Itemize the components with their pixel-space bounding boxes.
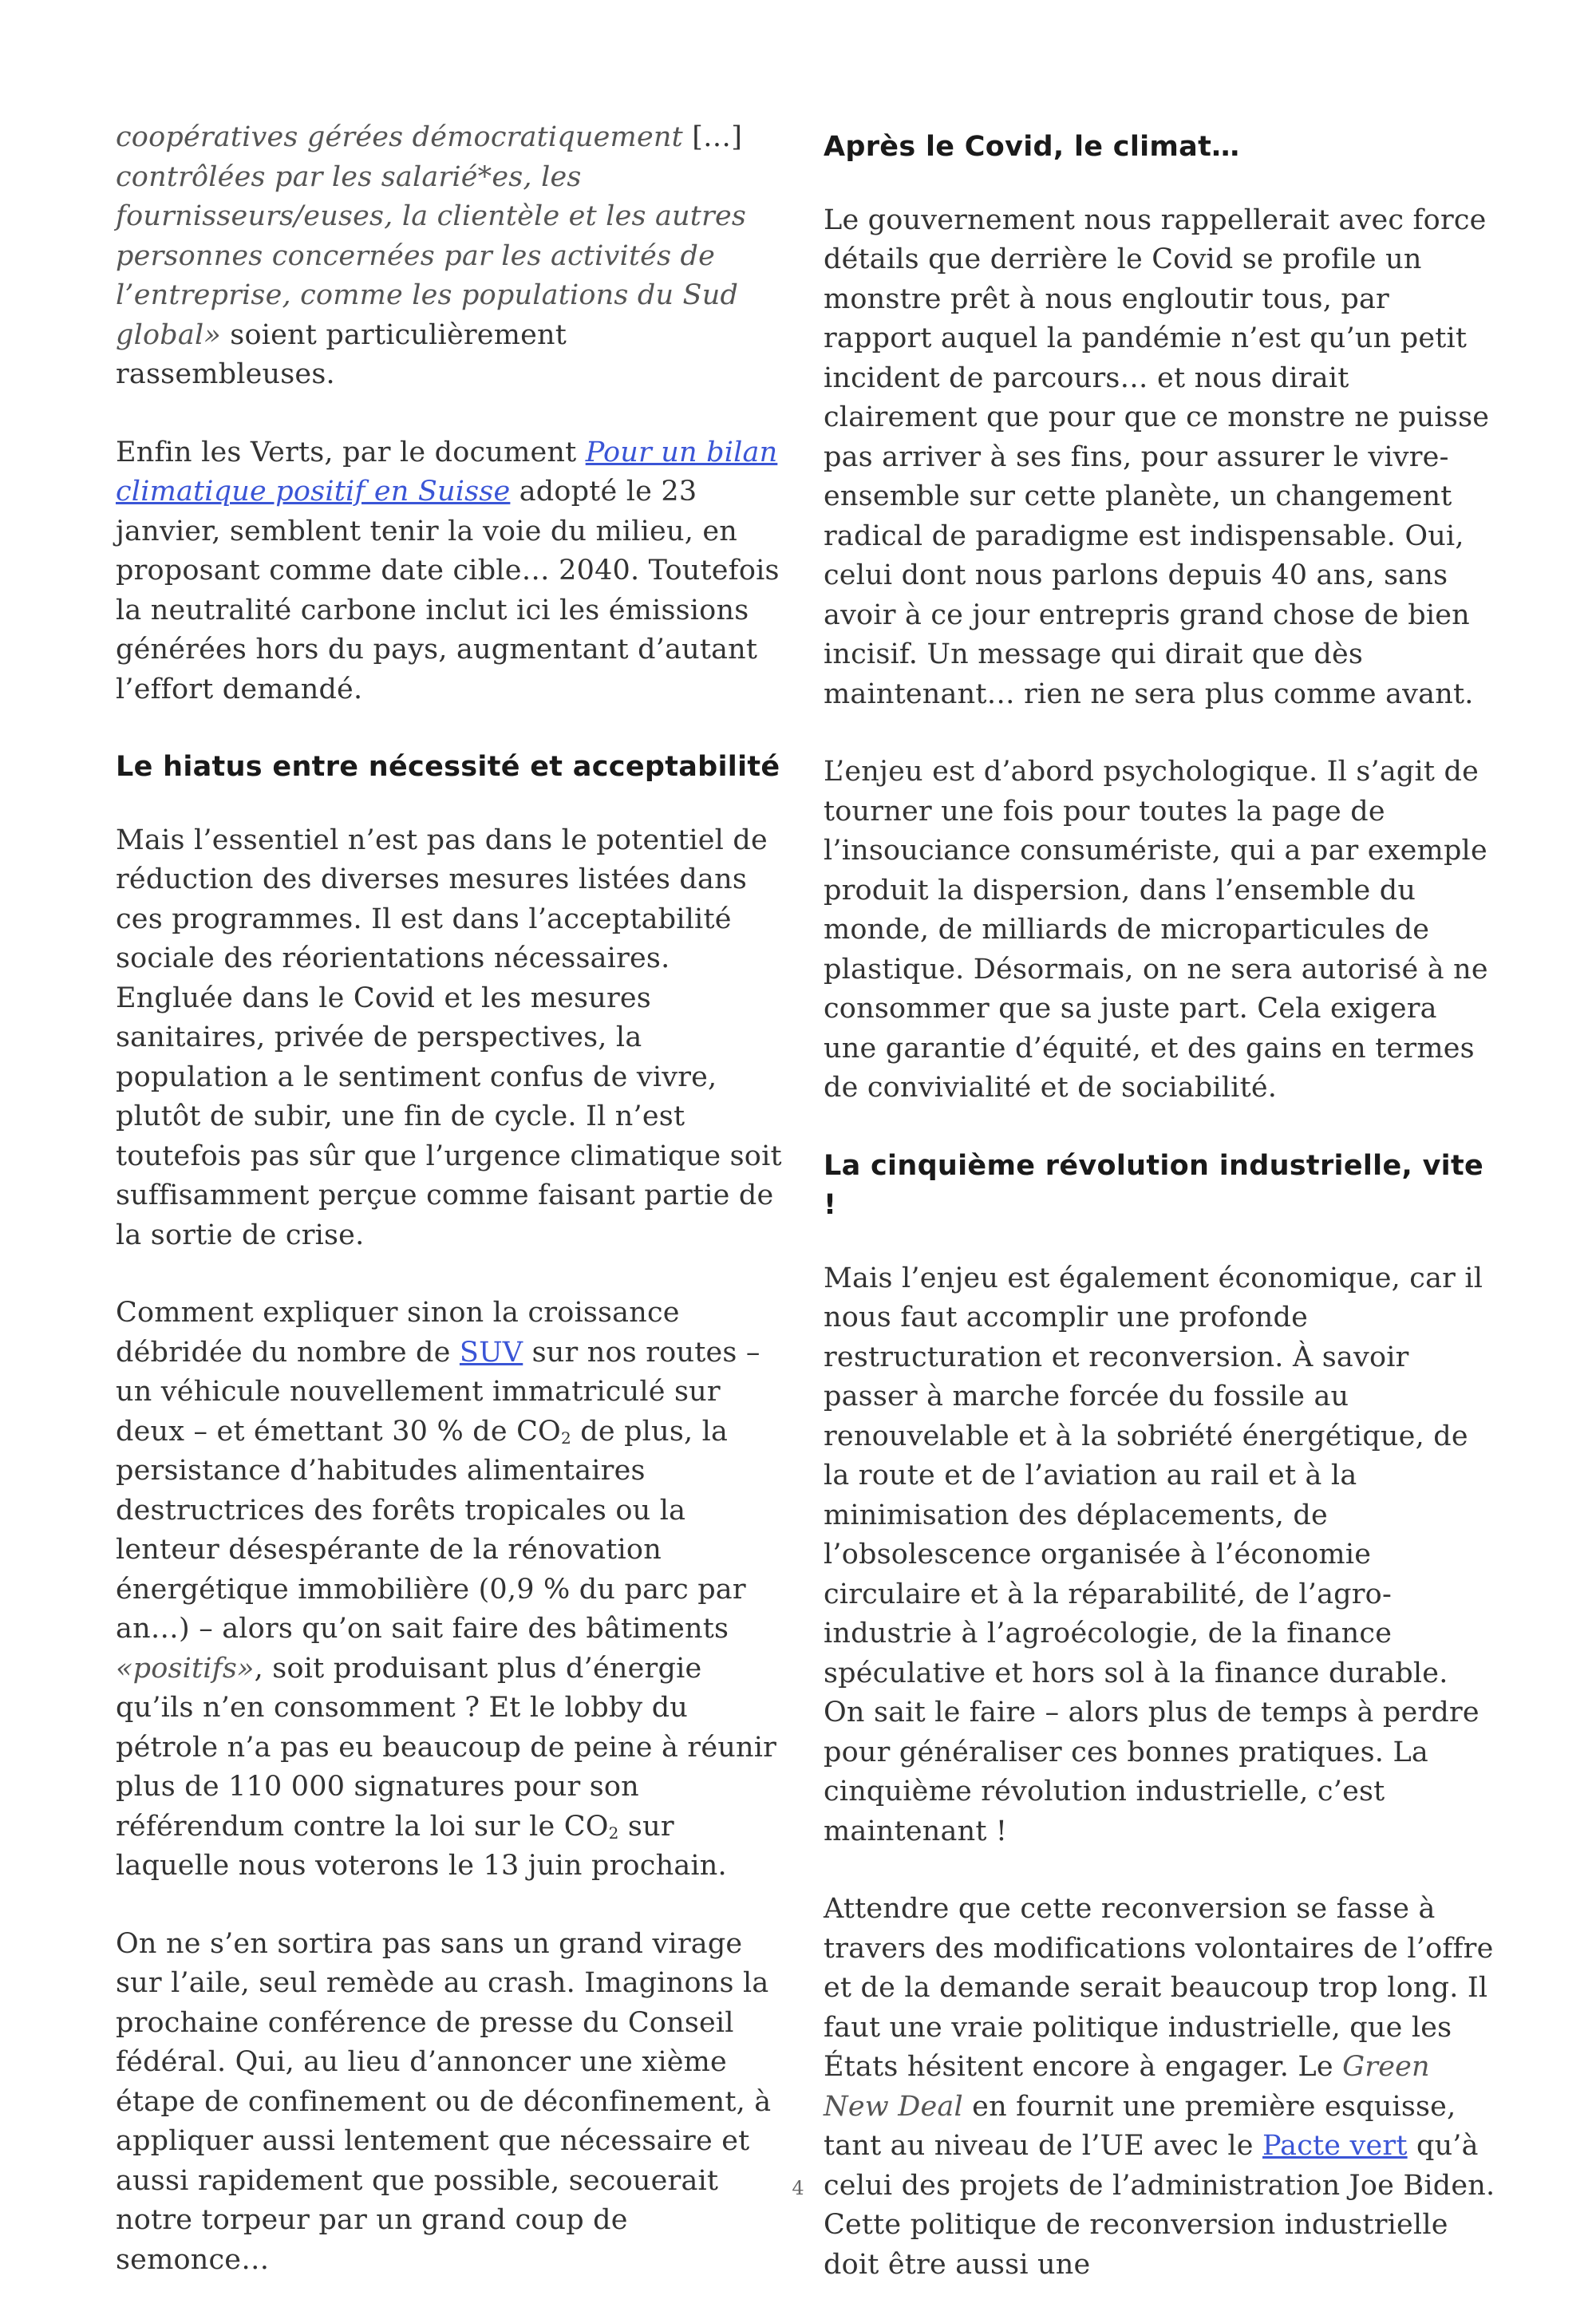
paragraph-acceptabilite: Mais l’essentiel n’est pas dans le potentiel de réduction des diverses mesures listées dans ces programmes. Il est dans l’acceptabilité sociale des réorientations nécessaires. Engluée dans le Covid et les mesures sanitaires, privée de perspectives, la population a le sentiment confus de vivre, plutôt de subir, une fin de cycle. Il n’est toutefois pas sûr que l’urgence climatique soit suffisamment perçue comme faisant partie de la sortie de crise. [116, 824, 782, 1251]
paragraph-enjeu-economique: Mais l’enjeu est également économique, car il nous faut accomplir une profonde restructuration et reconversion. À savoir passer à marche forcée du fossile au renouvelable et à la sobriété énergétique, de la route et de l’aviation au rail et à la minimisation des déplacements, de l’obsolescence organisée à l’économie circulaire et à la réparabilité, de l’agro-industrie à l’agroécologie, de la finance spéculative et hors sol à la finance durable. On sait le faire – alors plus de temps à perdre pour généraliser ces bonnes pratiques. La cinquième révolution industrielle, c’est maintenant ! [824, 1262, 1483, 1847]
italic-green-new-deal: Green New Deal [824, 2051, 1430, 2123]
paragraph-text: en fournit une première esquisse, tant au niveau de l’UE avec le [824, 2090, 1456, 2162]
link-suv[interactable]: SUV [459, 1336, 523, 1369]
italic-quote-continued: contrôlées par les salarié*es, les fournisseurs/euses, la clientèle et les autres personnes concernées par les activités de l’entreprise, comme les populations du Sud global» [116, 160, 747, 351]
paragraph-text: , soit produisant plus d’énergie qu’ils n’en consomment ? Et le lobby du pétrole n’a pas eu beaucoup de peine à réunir plus de 110 000 signatures pour son référendum contre la loi sur le CO [116, 1652, 777, 1843]
heading-apres-covid: Après le Covid, le climat… [824, 131, 1240, 163]
paragraph-text: Enfin les Verts, par le document [116, 436, 586, 468]
paragraph-text: Attendre que cette reconversion se fasse à travers des modifications volontaires de l’offre et de la demande serait beaucoup trop long. Il faut une vraie politique industrielle, que les États hésitent encore à engager. Le [824, 1893, 1494, 2083]
heading-hiatus: Le hiatus entre nécessité et acceptabilité [116, 751, 780, 783]
left-column [116, 118, 786, 2318]
paragraph-enjeu-psychologique: L’enjeu est d’abord psychologique. Il s’agit de tourner une fois pour toutes la page de l’insouciance consumériste, qui a par exemple produit la dispersion, dans l’ensemble du monde, de milliards de microparticules de plastique. Désormais, on ne sera autorisé à ne consommer que sa juste part. Cela exigera une garantie d’équité, et des gains en termes de convivialité et de sociabilité. [824, 756, 1488, 1104]
right-column [824, 118, 1498, 2323]
paragraph-verts [116, 433, 786, 710]
paragraph-suv [116, 1294, 786, 1886]
paragraph-cooperatives [116, 118, 786, 395]
subscript-2: 2 [560, 1428, 571, 1448]
italic-positifs: «positifs» [116, 1652, 255, 1685]
paragraph-text: soient particulièrement rassembleuses. [116, 318, 567, 390]
link-pacte-vert[interactable]: Pacte vert [1262, 2130, 1408, 2162]
paragraph-text: de plus, la persistance d’habitudes alimentaires destructrices des forêts tropicales ou la lenteur désespérante de la rénovation énergétique immobilière (0,9 % du parc par an…) – alors qu’on sait faire des bâtiments [116, 1415, 746, 1645]
page-number: 4 [792, 2177, 804, 2199]
ellipsis-bracket: […] [692, 121, 743, 153]
paragraph-gouvernement: Le gouvernement nous rappellerait avec force détails que derrière le Covid se profile un monstre prêt à nous engloutir tous, par rapport auquel la pandémie n’est qu’un petit incident de parcours… et nous dirait clairement que pour que ce monstre ne puisse pas arriver à ses fins, pour assurer le vivre-ensemble sur cette planète, un changement radical de paradigme est indispensable. Oui, celui dont nous parlons depuis 40 ans, sans avoir à ce jour entrepris grand chose de bien incisif. Un message qui dirait que dès maintenant… rien ne sera plus comme avant. [824, 203, 1490, 710]
link-bilan-climatique[interactable]: Pour un bilan climatique positif en Suisse [116, 436, 778, 508]
paragraph-text: Comment expliquer sinon la croissance débridée du nombre de [116, 1297, 680, 1369]
paragraph-reconversion [824, 1890, 1498, 2285]
paragraph-text: sur laquelle nous voterons le 13 juin prochain. [116, 1810, 727, 1882]
paragraph-text: sur nos routes – un véhicule nouvellement immatriculé sur deux – et émettant 30 % de CO [116, 1336, 760, 1448]
italic-quote: coopératives gérées démocratiquement [116, 121, 693, 153]
heading-cinquieme-revolution: La cinquième révolution industrielle, vite ! [824, 1149, 1484, 1221]
paragraph-text: adopté le 23 janvier, semblent tenir la voie du milieu, en proposant comme date cible… 2040. Toutefois la neutralité carbone inclut ici les émissions générées hors du pays, augmentant d’autant l’effort demandé. [116, 476, 780, 705]
paragraph-virage: On ne s’en sortira pas sans un grand virage sur l’aile, seul remède au crash. Imaginons la prochaine conférence de presse du Conseil fédéral. Qui, au lieu d’annoncer une xième étape de confinement ou de déconfinement, à appliquer aussi lentement que nécessaire et aussi rapidement que possible, secouerait notre torpeur par un grand coup de semonce… [116, 1927, 772, 2276]
paragraph-text: qu’à celui des projets de l’administration Joe Biden. Cette politique de reconversion industrielle doit être aussi une [824, 2130, 1495, 2281]
subscript-2: 2 [608, 1823, 619, 1843]
